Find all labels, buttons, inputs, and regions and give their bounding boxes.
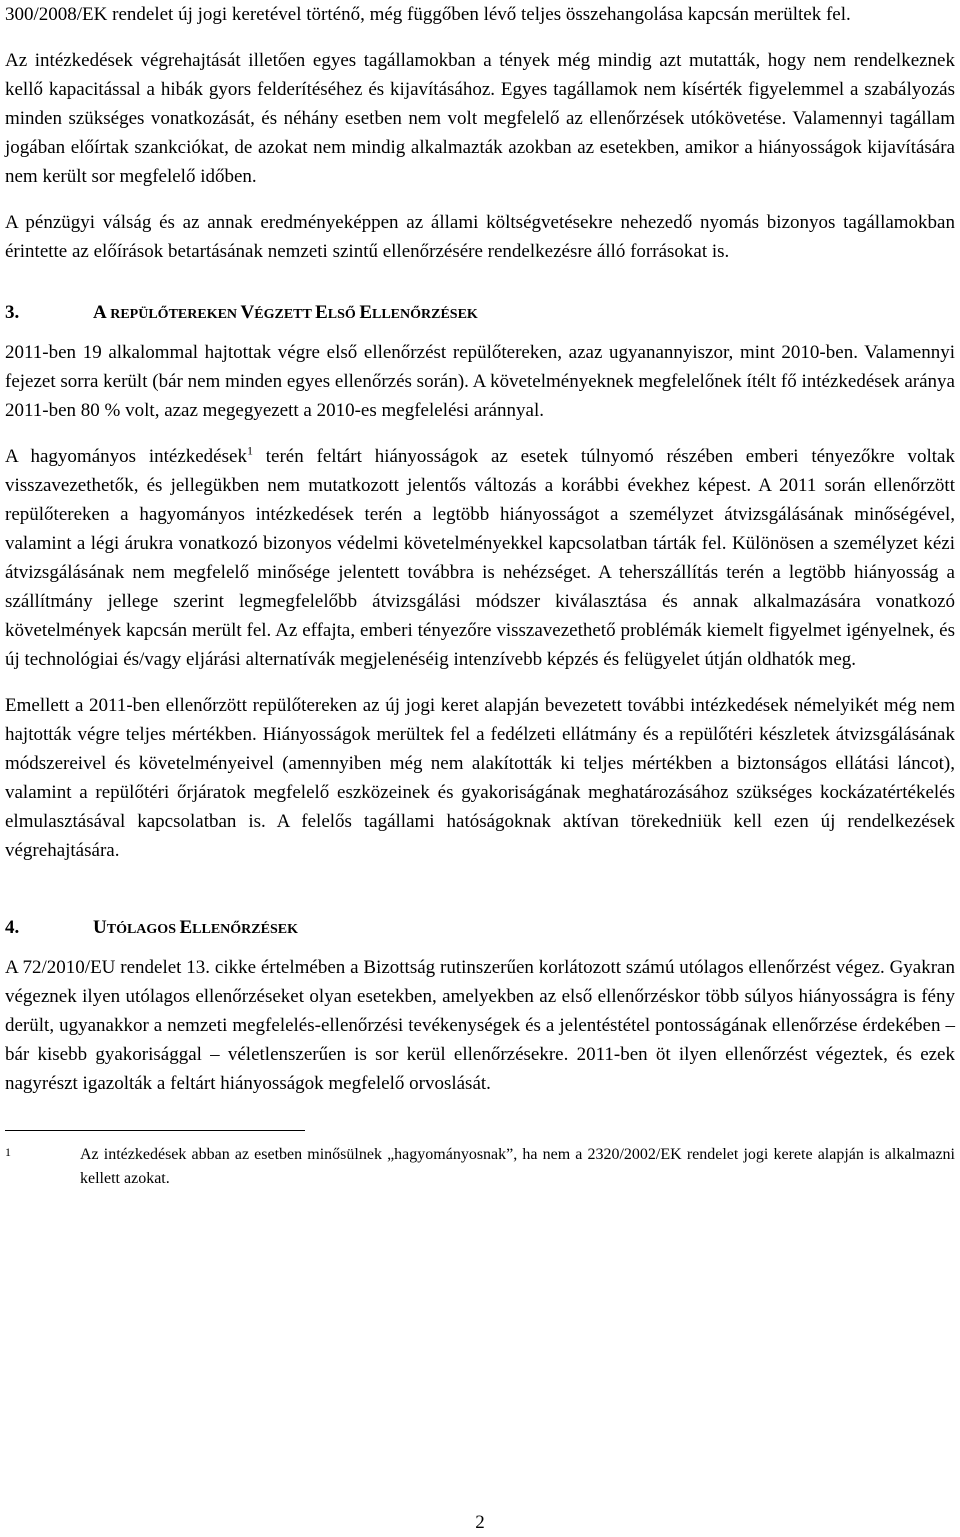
footnote-separator xyxy=(5,1130,305,1131)
footnote-text: Az intézkedések abban az esetben minősülnek „hagyományosnak”, ha nem a 2320/2002/EK rendelet jogi kerete alapján is alkalmazni kellett azokat. xyxy=(80,1146,955,1187)
paragraph-follow-up-inspections: A 72/2010/EU rendelet 13. cikke értelmében a Bizottság rutinszerűen korlátozott számú utólagos ellenőrzést végez. Gyakran végeznek ilyen utólagos ellenőrzéseket olyan esetekben, amelyekben az első ellenőrzéskor több súlyos hiányosságra is fény derült, ugyanakkor a nemzeti megfelelés-ellenőrzési tevékenységek és a jelentéstétel pontosságának ellenőrzése érdekében – bár kisebb gyakorisággal – véletlenszerűen is sor kerül ellenőrzésekre. 2011-ben öt ilyen ellenőrzést végeztek, és ezek nagyrészt igazolták a feltárt hiányosságok megfelelő orvoslását. xyxy=(5,957,955,1094)
section-number-4: 4. xyxy=(5,917,20,938)
section-heading-4 xyxy=(5,913,955,944)
section-title-4: UTÓLAGOS ELLENŐRZÉSEK xyxy=(93,917,298,938)
footnote-reference: 1 xyxy=(246,443,253,458)
paragraph-traditional-measures: A hagyományos intézkedések$^1$ terén feltárt hiányosságok az esetek túlnyomó részében emberi tényezőkre voltak visszavezethetők, és jellegükben nem mutatkozott jelentős változás a korábbi évekhez képest. A 2011 során ellenőrzött repülőtereken a hagyományos intézkedések terén a legtöbb hiányosságot a személyzet átvizsgálásának minőségével, valamint a légi árukra vonatkozó bizonyos védelmi követelményekkel kapcsolatban tárták fel. Különösen a személyzet kézi átvizsgálásának nem megfelelő minősége jelentett továbbra is nehézséget. A teherszállítás terén a legtöbb hiányosság a szállítmány jellege szerint legmegfelelőbb átvizsgálási módszer kiválasztása és annak alkalmazására vonatkozó követelmények kapcsán merült fel. Az effajta, emberi tényezőre visszavezethető problémák kiemelt figyelmet igényelnek, és új technológiai és/vagy eljárási alternatívák megjelenéséig intenzívebb képzés és felügyelet útján oldhatók meg. xyxy=(5,443,955,670)
paragraph-financial-crisis: A pénzügyi válság és az annak eredményeképpen az állami költségvetésekre nehezedő nyomás bizonyos tagállamokban érintette az előírások betartásának nemzeti szintű ellenőrzésére rendelkezésre álló forrásokat is. xyxy=(5,212,955,262)
page-number: 2 xyxy=(475,1512,485,1533)
paragraph-new-measures: Emellett a 2011-ben ellenőrzött repülőtereken az új jogi keret alapján bevezetett további intézkedések némelyikét még nem hajtották végre teljes mértékben. Hiányosságok merültek fel a fedélzeti ellátmány és a repülőtéri készletek átvizsgálásának módszereivel és követelményeivel (amennyiben még nem alakították ki teljes mértékben a biztonságos ellátási láncot), valamint a repülőtéri őrjáratok megfelelő eszközeinek és gyakoriságának meghatározásához szükséges kockázatértékelés elmulasztásával kapcsolatban is. A felelős tagállami hatóságoknak aktívan törekedniük kell ezen új rendelkezések végrehajtására. xyxy=(5,695,955,861)
section-heading-3 xyxy=(5,298,955,329)
section-number-3: 3. xyxy=(5,302,20,323)
footnote-marker: 1 xyxy=(5,1145,11,1159)
footnote xyxy=(5,1143,955,1191)
paragraph-initial-inspections: 2011-ben 19 alkalommal hajtottak végre első ellenőrzést repülőtereken, azaz ugyanannyiszor, mint 2010-ben. Valamennyi fejezet sorra került (bár nem minden egyes ellenőrzés során). A követelményeknek megfelelőnek ítélt fő intézkedések aránya 2011-ben 80 % volt, azaz megegyezett a 2010-es megfelelési aránnyal. xyxy=(5,342,955,421)
paragraph-implementation: Az intézkedések végrehajtását illetően egyes tagállamokban a tények még mindig azt mutatták, hogy nem rendelkeznek kellő kapacitással a hibák gyors felderítéséhez és kijavításához. Egyes tagállamok nem kísérték figyelemmel a szabályozás minden szükséges vonatkozását, és néhány esetben nem volt megfelelő az ellenőrzések utókövetése. Valamennyi tagállam jogában előírtak szankciókat, de azokat nem mindig alkalmazták azokban az esetekben, amikor a hiányosságok kijavítására nem került sor megfelelő időben. xyxy=(5,50,955,187)
section-title-3: A REPÜLŐTEREKEN VÉGZETT ELSŐ ELLENŐRZÉSEK xyxy=(93,302,478,323)
paragraph-continuation: 300/2008/EK rendelet új jogi keretével történő, még függőben lévő teljes összehangolása kapcsán merültek fel. xyxy=(5,4,851,25)
